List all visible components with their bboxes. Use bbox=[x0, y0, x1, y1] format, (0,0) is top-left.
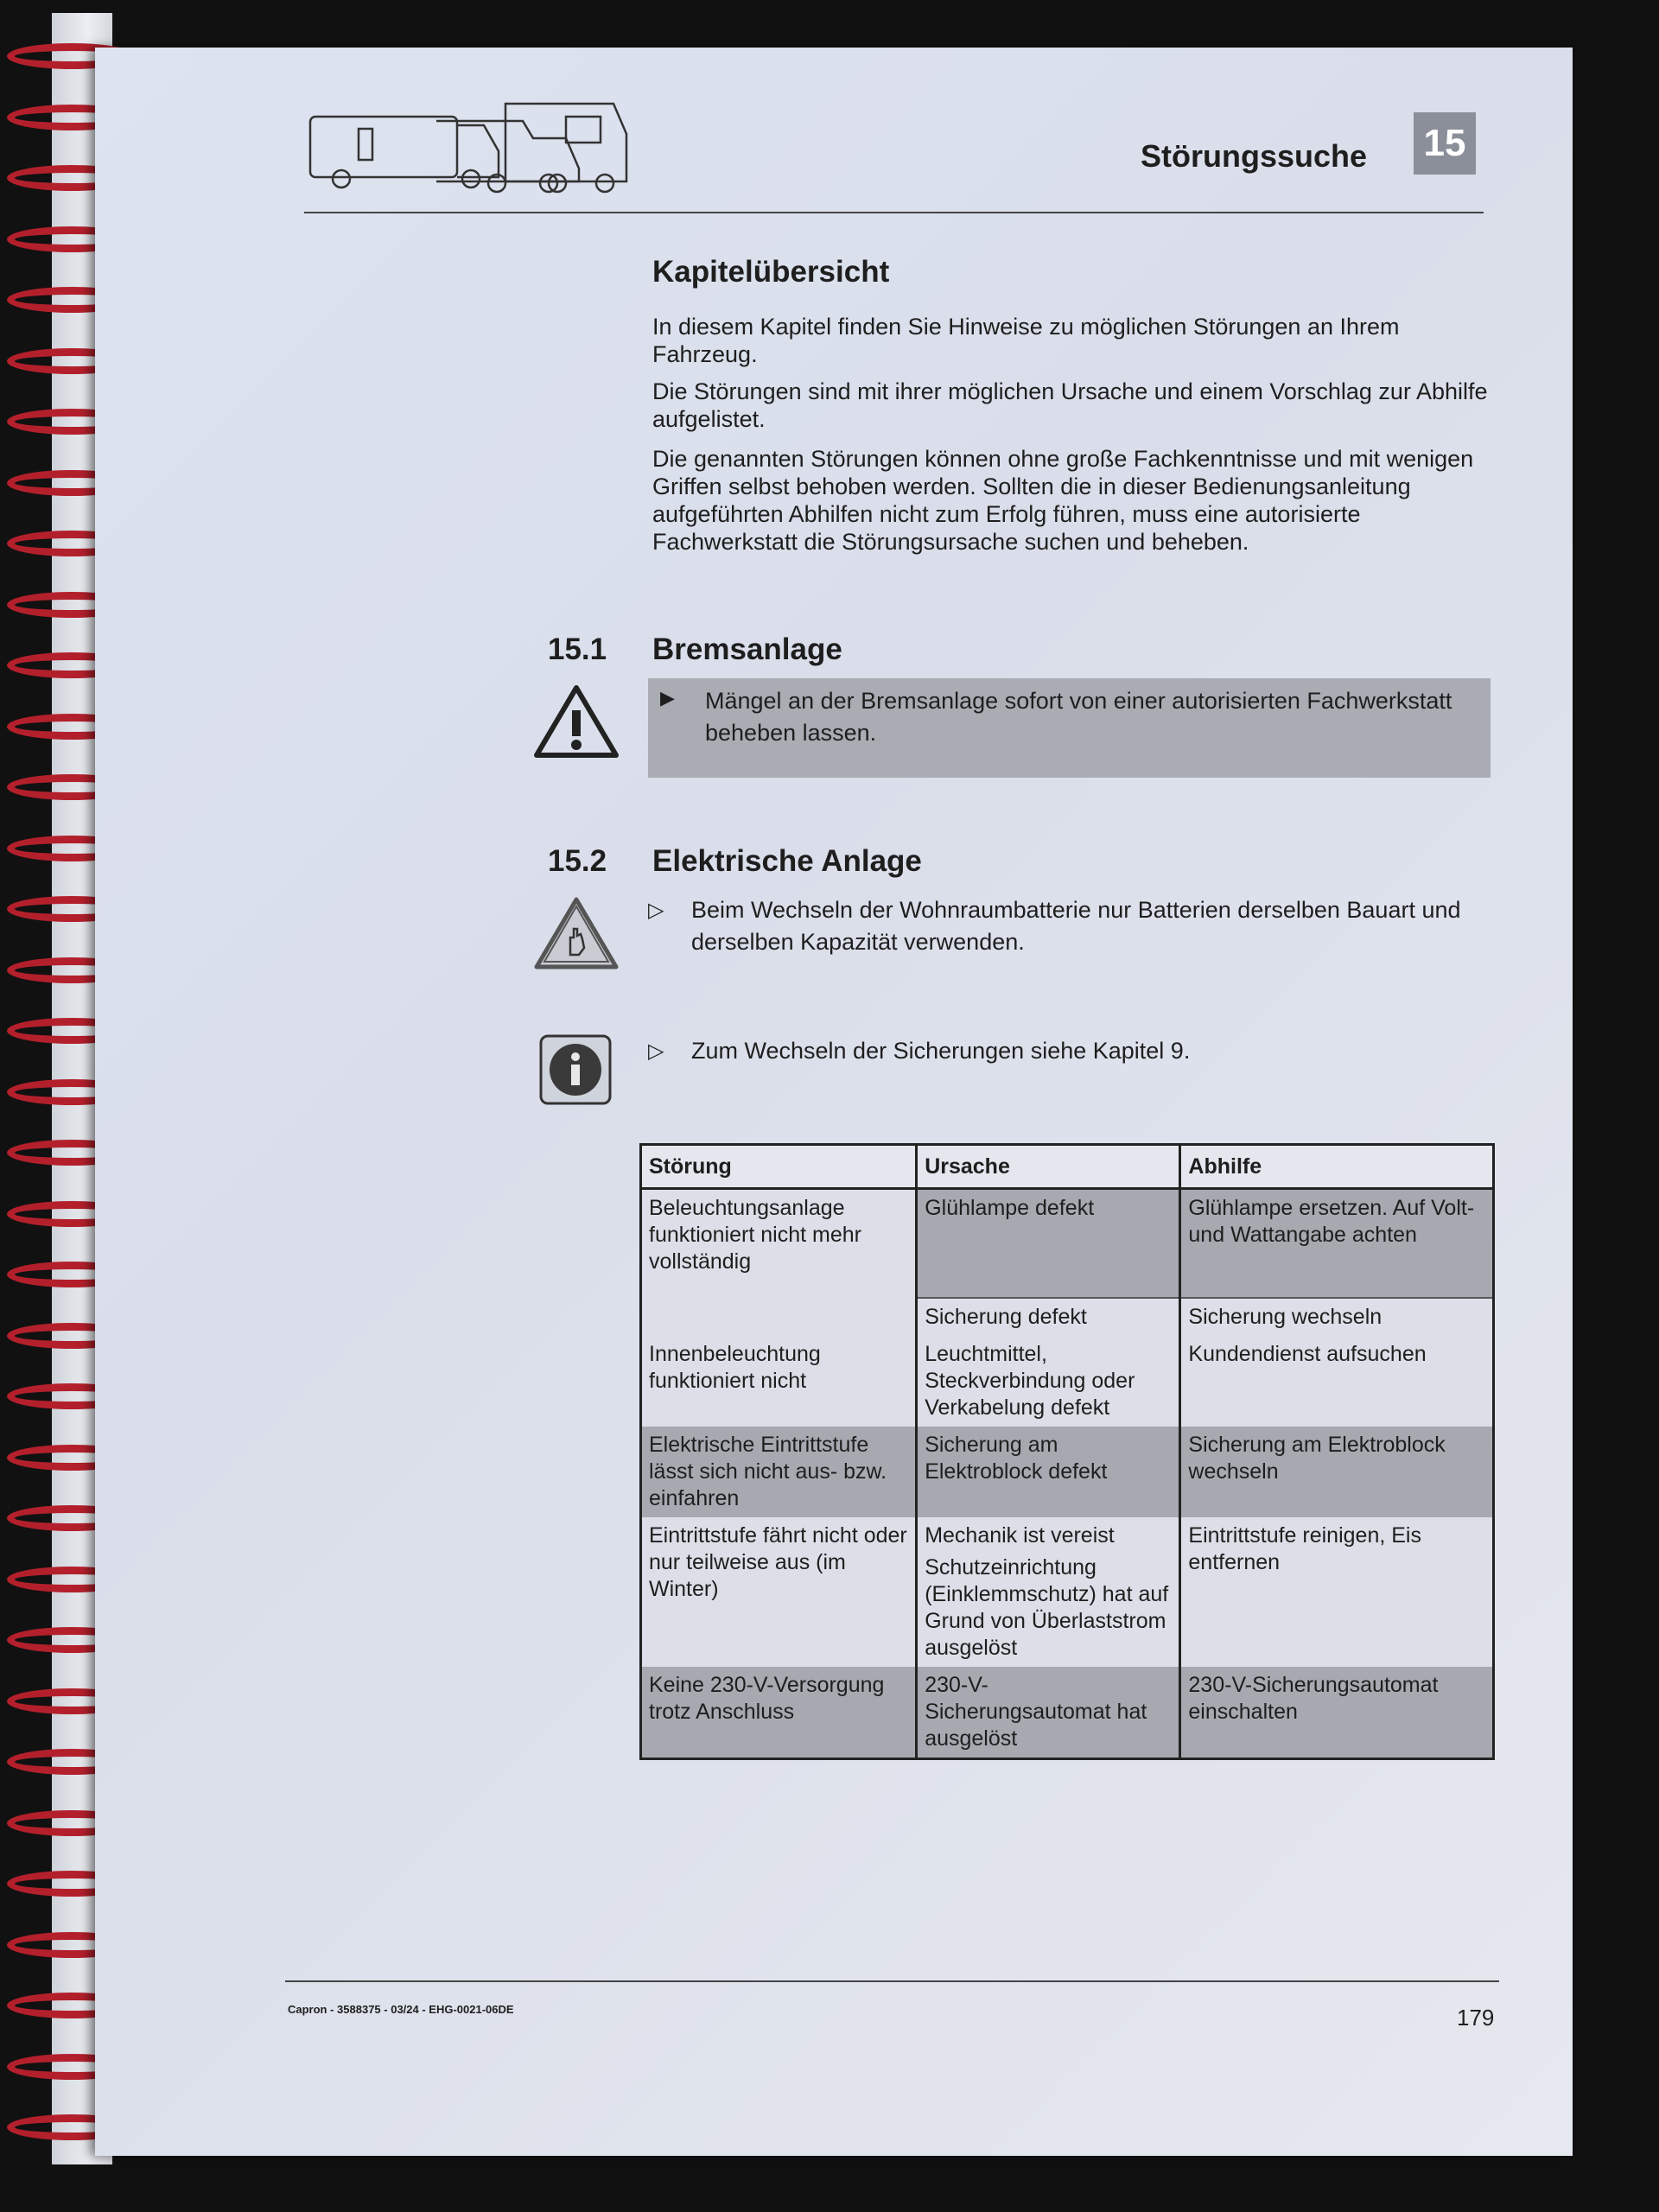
cause-cell: 230-V-Sicherungsautomat hat ausgelöst bbox=[917, 1667, 1180, 1759]
fault-cell: Keine 230-V-Versorgung trotz Anschluss bbox=[641, 1667, 917, 1759]
remedy-cell: Glühlampe ersetzen. Auf Volt- und Wattangabe achten bbox=[1180, 1189, 1494, 1299]
column-header-ursache: Ursache bbox=[917, 1145, 1180, 1189]
fault-table bbox=[639, 1143, 1495, 1760]
remedy-cell: Sicherung am Elektroblock wechseln bbox=[1180, 1427, 1494, 1517]
table-row bbox=[641, 1189, 1494, 1299]
cause-cell: Sicherung am Elektroblock defekt bbox=[917, 1427, 1180, 1517]
brake-warning-text: Mängel an der Bremsanlage sofort von einer autorisierten Fachwerkstatt beheben lassen. bbox=[705, 688, 1452, 746]
footer-rule bbox=[285, 1980, 1499, 1982]
section-number-15-2: 15.2 bbox=[548, 844, 607, 878]
overview-heading: Kapitelübersicht bbox=[652, 255, 890, 289]
table-row bbox=[641, 1336, 1494, 1427]
table-row bbox=[641, 1667, 1494, 1759]
info-icon bbox=[537, 1033, 613, 1107]
section-header-title: Störungssuche bbox=[1141, 138, 1368, 174]
cause-cell: Leuchtmittel, Steckverbindung oder Verkabelung defekt bbox=[917, 1336, 1180, 1427]
cause-cell bbox=[917, 1517, 1180, 1667]
chapter-number-badge: 15 bbox=[1414, 112, 1476, 175]
section-number-15-1: 15.1 bbox=[548, 632, 607, 666]
cause-line: Schutzeinrichtung (Einklemmschutz) hat auf Grund von Überlaststrom ausgelöst bbox=[925, 1555, 1169, 1660]
remedy-cell: Kundendienst aufsuchen bbox=[1180, 1336, 1494, 1427]
overview-paragraph-2: Die Störungen sind mit ihrer möglichen Ursache und einem Vorschlag zur Abhilfe aufgelistet. bbox=[652, 378, 1488, 432]
caution-hand-icon bbox=[532, 894, 620, 972]
section-title-bremsanlage: Bremsanlage bbox=[652, 632, 842, 666]
remedy-cell: Sicherung wechseln bbox=[1180, 1298, 1494, 1336]
play-bullet-icon: ▶ bbox=[660, 687, 675, 709]
fault-cell: Innenbeleuchtung funktioniert nicht bbox=[641, 1336, 917, 1427]
cause-cell: Glühlampe defekt bbox=[917, 1189, 1180, 1299]
column-header-stoerung: Störung bbox=[641, 1145, 917, 1189]
fuse-info-text: Zum Wechseln der Sicherungen siehe Kapitel 9. bbox=[691, 1038, 1191, 1064]
fault-cell: Eintrittstufe fährt nicht oder nur teilweise aus (im Winter) bbox=[641, 1517, 917, 1667]
hollow-triangle-bullet-icon: ▷ bbox=[648, 899, 664, 922]
motorhome-illustration bbox=[307, 99, 635, 194]
table-row bbox=[641, 1517, 1494, 1667]
fault-cell: Beleuchtungsanlage funktioniert nicht mehr vollständig bbox=[641, 1189, 917, 1337]
battery-note-text: Beim Wechseln der Wohnraumbatterie nur Batterien derselben Bauart und derselben Kapazität verwenden. bbox=[691, 897, 1461, 955]
header-rule bbox=[304, 212, 1484, 213]
hollow-triangle-bullet-icon: ▷ bbox=[648, 1039, 664, 1063]
column-header-abhilfe: Abhilfe bbox=[1180, 1145, 1494, 1189]
table-row bbox=[641, 1427, 1494, 1517]
document-code: Capron - 3588375 - 03/24 - EHG-0021-06DE bbox=[288, 2003, 514, 2016]
table-header-row bbox=[641, 1145, 1494, 1189]
remedy-cell: 230-V-Sicherungsautomat einschalten bbox=[1180, 1667, 1494, 1759]
section-title-elektrische-anlage: Elektrische Anlage bbox=[652, 844, 922, 878]
page-number: 179 bbox=[1457, 2005, 1495, 2031]
overview-paragraph-3: Die genannten Störungen können ohne große Fachkenntnisse und mit wenigen Griffen selbst behoben werden. Sollten die in dieser Bedienungsanleitung aufgeführten Abhilfen nicht zum Erfolg führen, muss eine autorisierte Fachwerkstatt die Störungsursache suchen und beheben. bbox=[652, 446, 1474, 555]
remedy-cell: Eintrittstufe reinigen, Eis entfernen bbox=[1180, 1517, 1494, 1667]
fault-cell: Elektrische Eintrittstufe lässt sich nicht aus- bzw. einfahren bbox=[641, 1427, 917, 1517]
cause-line: Mechanik ist vereist bbox=[925, 1523, 1115, 1548]
brake-warning-box bbox=[648, 678, 1491, 778]
cause-cell: Sicherung defekt bbox=[917, 1298, 1180, 1336]
warning-triangle-icon bbox=[532, 683, 620, 760]
overview-paragraph-1: In diesem Kapitel finden Sie Hinweise zu möglichen Störungen an Ihrem Fahrzeug. bbox=[652, 314, 1400, 367]
